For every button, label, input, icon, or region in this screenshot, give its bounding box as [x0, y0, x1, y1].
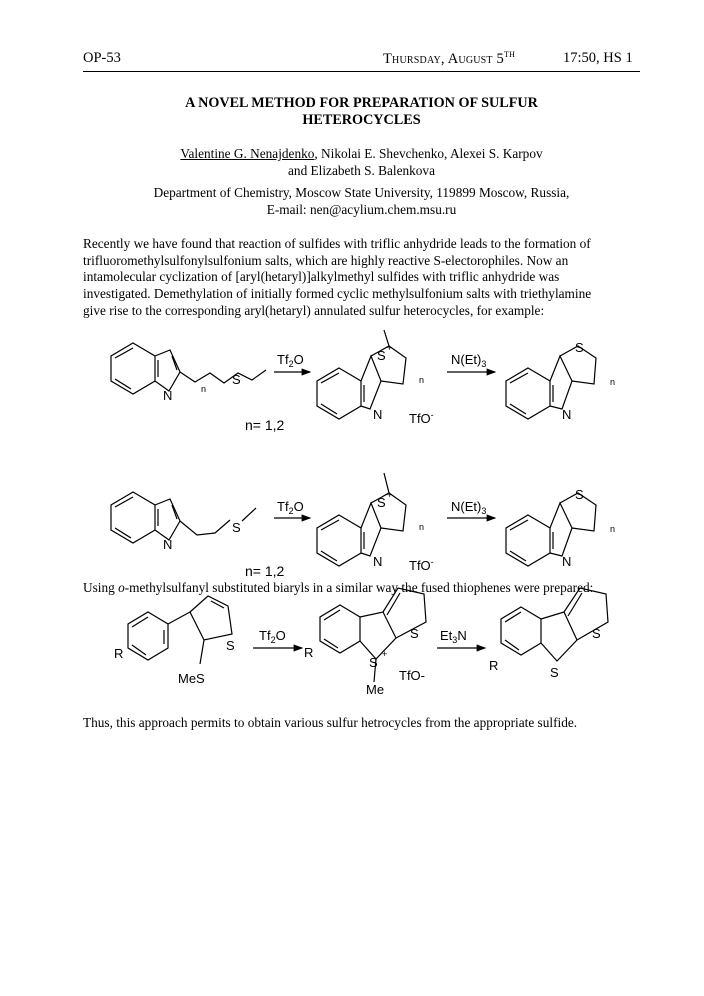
s3-S4: S	[592, 626, 601, 641]
s2-N3: N	[562, 554, 572, 569]
s1-n1: n	[201, 384, 207, 394]
s1-plus: +	[387, 343, 393, 353]
authors: Valentine G. Nenajdenko, Nikolai E. Shevchenko, Alexei S. Karpov and Elizabeth S. Balenkova	[180, 146, 543, 178]
scheme3-product	[501, 588, 608, 661]
s2-n3: n	[610, 524, 616, 534]
paper-title: A NOVEL METHOD FOR PREPARATION OF SULFUR HETEROCYCLES	[185, 95, 538, 128]
scheme2-intermediate	[317, 473, 406, 566]
s2-S3: S	[575, 487, 584, 502]
s1-n3: n	[610, 377, 616, 387]
conclusion: Thus, this approach permits to obtain various sulfur hetrocycles from the appropriate sulfide.	[83, 715, 578, 730]
s1-N2: N	[373, 407, 383, 422]
biaryl-sentence: Using o-methylsulfanyl substituted biaryls in a similar way the fused thiophenes were prepared:	[83, 580, 594, 595]
s3-S5: S	[550, 665, 559, 680]
s2-S1: S	[232, 520, 241, 535]
scheme2-product	[506, 493, 596, 566]
s1-N3: N	[562, 407, 572, 422]
s1-S2: S	[377, 348, 386, 363]
s2-n2: n	[419, 522, 425, 532]
s3-R2: R	[304, 645, 314, 660]
s1-reagent1: $Tf_2O$	[277, 352, 304, 369]
s3-Me: Me	[366, 682, 385, 697]
s3-reagent2: $Et_3N$	[440, 628, 467, 645]
s2-tfo: TfO-	[409, 557, 434, 573]
s3-S2: S	[410, 626, 419, 641]
session-code: OP-53	[83, 50, 121, 66]
s2-N1: N	[163, 537, 173, 552]
session-day: Thursday, August 5TH	[383, 50, 516, 67]
s2-plus: +	[387, 490, 393, 500]
s3-MeS: MeS	[178, 671, 205, 686]
intro-paragraph: Recently we have found that reaction of sulfides with triflic anhydride leads to the formation of trifluoromethylsulfonylsulfonium salts, which are highly reactive S-electorophiles. Now an intamolecular cyclization of [aryl(hetaryl)]alkylmethyl sulfides with triflic anhydride was investigated. Demethylation of initially formed cyclic methylsulfonium salts with triethylamine give rise to the corresponding aryl(hetaryl) annulated sulfur heterocycles, for example:	[83, 236, 592, 318]
session-slot: 17:50, HS 1	[563, 50, 633, 66]
s2-N2: N	[373, 554, 383, 569]
scheme2-reactant	[111, 492, 256, 543]
presenting-author: Valentine G. Nenajdenko	[180, 146, 315, 161]
scheme1-reactant	[111, 343, 266, 394]
s1-N1: N	[163, 388, 173, 403]
scheme1-intermediate	[317, 330, 406, 419]
s3-tfo: TfO-	[399, 668, 425, 683]
s3-R1: R	[114, 646, 124, 661]
s2-reagent2: $N(Et)_3$	[451, 499, 487, 516]
s1-S1: S	[232, 372, 241, 387]
affiliation: Department of Chemistry, Moscow State University, 119899 Moscow, Russia, E-mail: nen@acylium.chem.msu.ru	[153, 185, 570, 217]
s2-S2: S	[377, 495, 386, 510]
s1-n-label: n= 1,2	[245, 417, 285, 433]
scheme1-product	[506, 346, 596, 419]
s3-plus: +	[382, 649, 388, 659]
s3-reagent1: $Tf_2O$	[259, 628, 286, 645]
scheme3-reactant	[128, 596, 232, 664]
s2-reagent1: $Tf_2O$	[277, 499, 304, 516]
s3-S1: S	[226, 638, 235, 653]
s1-reagent2: $N(Et)_3$	[451, 352, 487, 369]
s1-tfo: TfO-	[409, 410, 434, 426]
s1-n2: n	[419, 375, 425, 385]
s2-n-label: n= 1,2	[245, 563, 285, 579]
s1-S3: S	[575, 340, 584, 355]
s3-R3: R	[489, 658, 499, 673]
s3-S3: S	[369, 655, 378, 670]
